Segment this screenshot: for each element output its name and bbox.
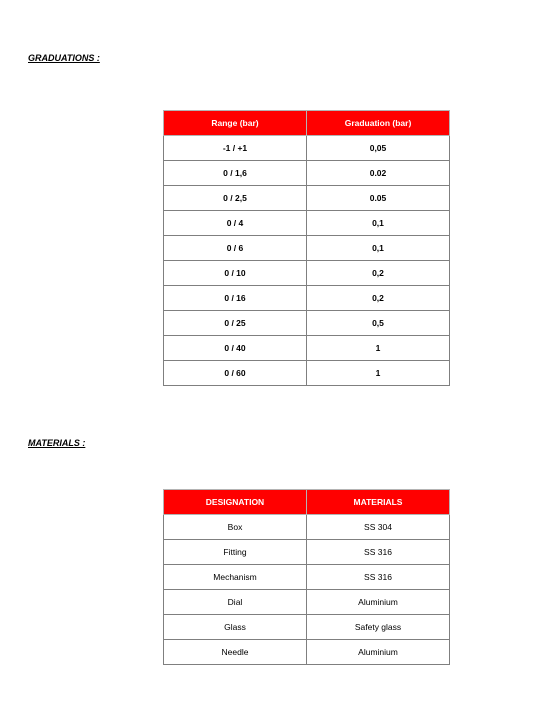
- table-row: [164, 361, 450, 386]
- material-cell: SS 316: [307, 540, 450, 565]
- table-row: [164, 261, 450, 286]
- graduation-cell: 0,5: [307, 311, 450, 336]
- table-header-row: [164, 490, 450, 515]
- graduation-cell: 1: [307, 336, 450, 361]
- material-cell: Safety glass: [307, 615, 450, 640]
- table-row: [164, 186, 450, 211]
- range-cell: 0 / 4: [164, 211, 307, 236]
- designation-cell: Fitting: [164, 540, 307, 565]
- table-row: [164, 565, 450, 590]
- designation-cell: Needle: [164, 640, 307, 665]
- table-row: [164, 640, 450, 665]
- table-row: [164, 615, 450, 640]
- range-cell: -1 / +1: [164, 136, 307, 161]
- designation-cell: Mechanism: [164, 565, 307, 590]
- table-row: [164, 311, 450, 336]
- header-graduation: Graduation (bar): [307, 111, 450, 136]
- designation-cell: Dial: [164, 590, 307, 615]
- table-header-row: [164, 111, 450, 136]
- table-row: [164, 211, 450, 236]
- table-row: [164, 286, 450, 311]
- materials-title: MATERIALS :: [28, 438, 86, 448]
- materials-table: [163, 489, 450, 665]
- graduation-cell: 0.05: [307, 186, 450, 211]
- table-row: [164, 136, 450, 161]
- graduation-cell: 0,2: [307, 261, 450, 286]
- header-designation: DESIGNATION: [164, 490, 307, 515]
- range-cell: 0 / 10: [164, 261, 307, 286]
- graduation-cell: 0,1: [307, 236, 450, 261]
- designation-cell: Box: [164, 515, 307, 540]
- graduation-cell: 0,1: [307, 211, 450, 236]
- table-row: [164, 236, 450, 261]
- graduations-table: [163, 110, 450, 386]
- graduation-cell: 0.02: [307, 161, 450, 186]
- graduation-cell: 1: [307, 361, 450, 386]
- range-cell: 0 / 1,6: [164, 161, 307, 186]
- range-cell: 0 / 6: [164, 236, 307, 261]
- table-row: [164, 161, 450, 186]
- material-cell: Aluminium: [307, 590, 450, 615]
- table-row: [164, 515, 450, 540]
- range-cell: 0 / 16: [164, 286, 307, 311]
- range-cell: 0 / 25: [164, 311, 307, 336]
- table-row: [164, 590, 450, 615]
- table-row: [164, 336, 450, 361]
- material-cell: SS 316: [307, 565, 450, 590]
- range-cell: 0 / 60: [164, 361, 307, 386]
- material-cell: SS 304: [307, 515, 450, 540]
- material-cell: Aluminium: [307, 640, 450, 665]
- range-cell: 0 / 40: [164, 336, 307, 361]
- graduation-cell: 0,05: [307, 136, 450, 161]
- range-cell: 0 / 2,5: [164, 186, 307, 211]
- designation-cell: Glass: [164, 615, 307, 640]
- header-range: Range (bar): [164, 111, 307, 136]
- graduation-cell: 0,2: [307, 286, 450, 311]
- graduations-title: GRADUATIONS :: [28, 53, 100, 63]
- table-row: [164, 540, 450, 565]
- header-materials: MATERIALS: [307, 490, 450, 515]
